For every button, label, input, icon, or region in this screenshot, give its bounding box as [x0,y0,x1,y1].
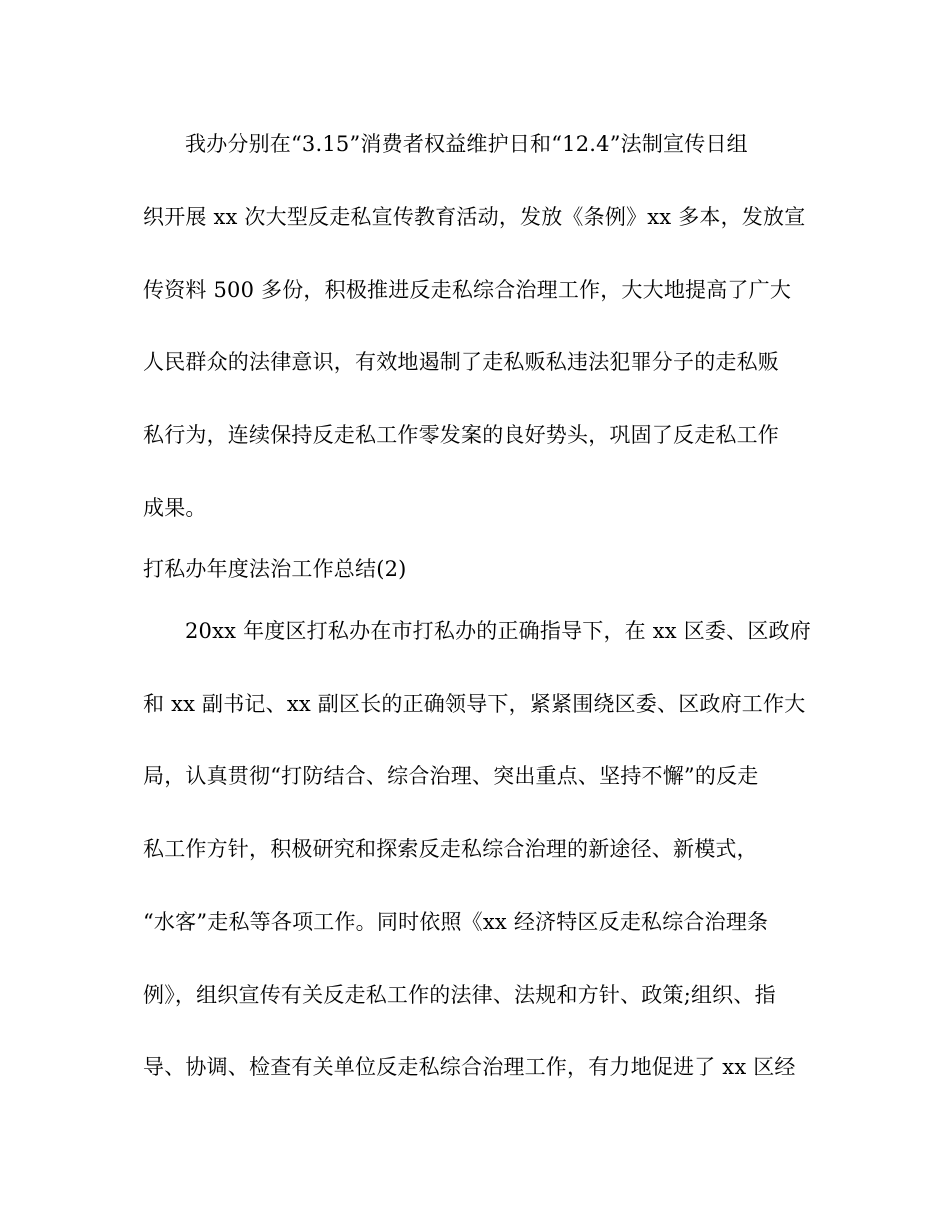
paragraph-line: 人民群众的法律意识，有效地遏制了走私贩私违法犯罪分子的走私贩 [143,350,779,374]
paragraph-line: 20xx 年度区打私办在市打私办的正确指导下，在 xx 区委、区政府 [185,619,811,643]
paragraph-line: 私工作方针，积极研究和探索反走私综合治理的新途径、新模式， [143,837,758,861]
section-heading: 打私办年度法治工作总结(2) [143,557,407,581]
paragraph-line: 成果。 [143,496,207,520]
paragraph-line: 我办分别在“3.15”消费者权益维护日和“12.4”法制宣传日组 [185,132,748,156]
paragraph-line: 和 xx 副书记、xx 副区长的正确领导下，紧紧围绕区委、区政府工作大 [143,692,806,716]
paragraph-line: 私行为，连续保持反走私工作零发案的良好势头，巩固了反走私工作 [143,423,779,447]
paragraph-line: 织开展 xx 次大型反走私宣传教育活动，发放《条例》xx 多本，发放宣 [143,205,806,229]
paragraph-line: 传资料 500 多份，积极推进反走私综合治理工作，大大地提高了广大 [143,278,792,302]
paragraph-line: 导、协调、检查有关单位反走私综合治理工作，有力地促进了 xx 区经 [143,1055,796,1079]
paragraph-line: 局，认真贯彻“打防结合、综合治理、突出重点、坚持不懈”的反走 [143,764,759,788]
paragraph-line: “水客”走私等各项工作。同时依照《xx 经济特区反走私综合治理条 [143,910,769,934]
paragraph-line: 例》，组织宣传有关反走私工作的法律、法规和方针、政策;组织、指 [143,983,776,1007]
